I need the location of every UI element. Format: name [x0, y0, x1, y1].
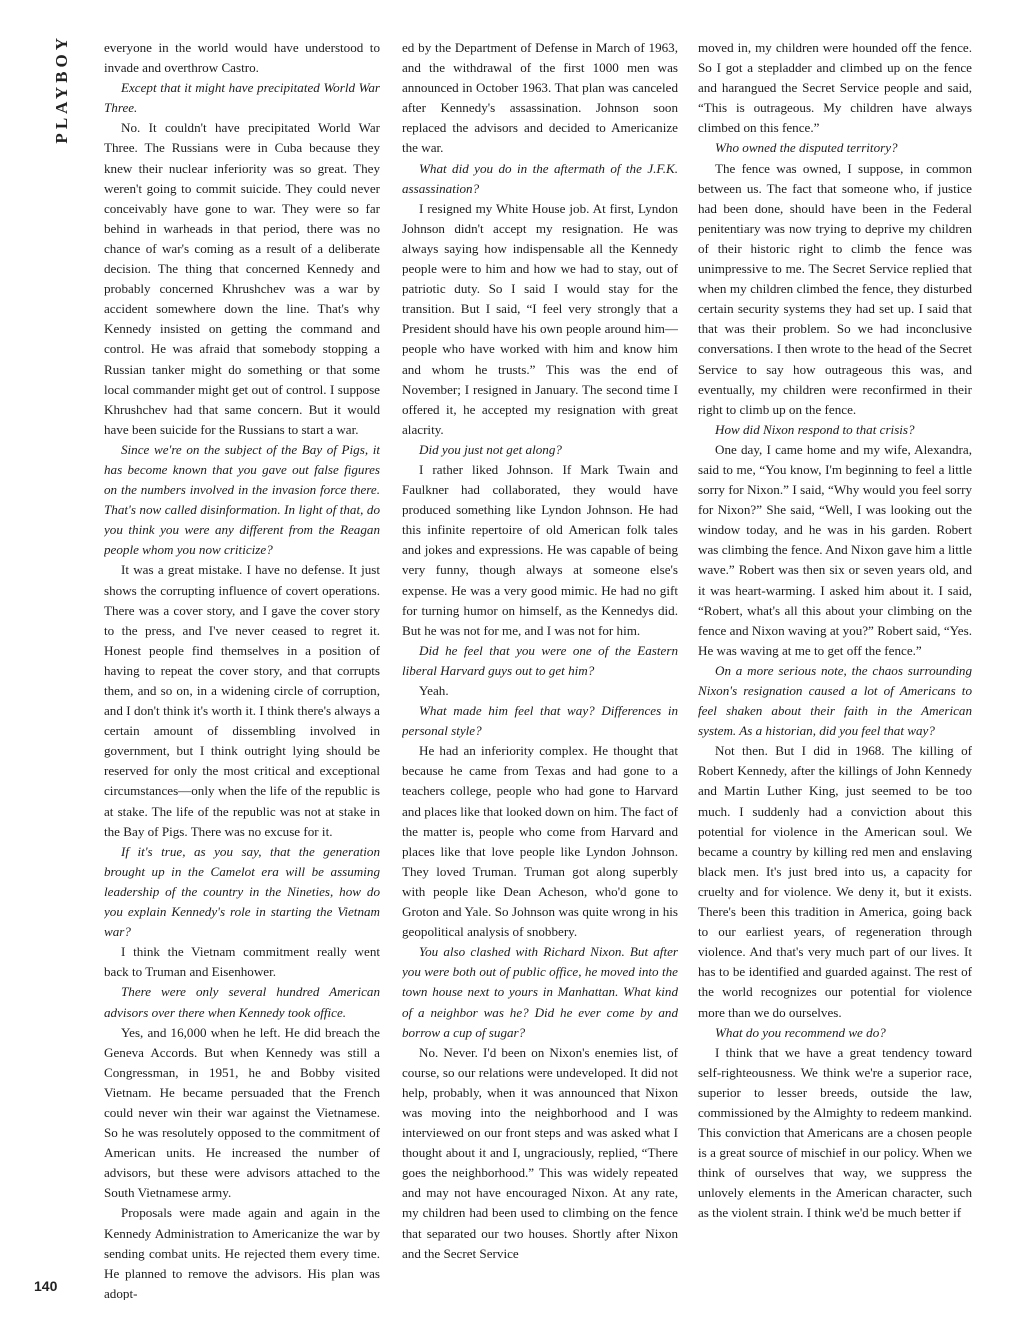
- interview-answer: moved in, my children were hounded off the fence. So I got a stepladder and climbed up on the fence and harangued the Secret Service people and said, “This is outrageous. My children have always climbed on this fence.”: [698, 40, 972, 136]
- interview-answer: Proposals were made again and again in the Kennedy Administration to Americanize the war by sending combat units. He rejected them every time. He planned to remove the advisors. His plan was adopt-: [104, 1205, 380, 1300]
- interview-question: Did he feel that you were one of the Eastern liberal Harvard guys out to get him?: [402, 642, 678, 678]
- interview-question: Since we're on the subject of the Bay of Pigs, it has become known that you gave out false figures on the numbers involved in the invasion force there. That's now called disinformation. In light of that, do you think you were any different from the Reagan people whom you now criticize?: [104, 441, 380, 558]
- article-column-1: [104, 38, 380, 1300]
- page-number: 140: [34, 1278, 58, 1294]
- interview-question: Who owned the disputed territory?: [715, 140, 898, 156]
- article-column-2: [402, 38, 678, 1300]
- interview-answer: He had an inferiority complex. He thought that because he came from Texas and had gone to a teachers college, people who had gone to Harvard and places like that looked down on him. The fact of the matter is, people who come from Harvard and places like that love people like Lyndon Johnson. They loved Truman. Truman got along superbly with people like Dean Acheson, who'd gone to Groton and Yale. So Johnson was quite wrong in his geopolitical analysis of snobbery.: [402, 743, 678, 940]
- interview-question: What did you do in the aftermath of the J.F.K. assassination?: [402, 160, 678, 196]
- interview-answer: I think the Vietnam commitment really went back to Truman and Eisenhower.: [104, 944, 380, 980]
- interview-answer: It was a great mistake. I have no defense. It just shows the corrupting influence of covert operations. There was a cover story, and I gave the cover story to the press, and I've never ceased to regret it. Honest people find themselves in a position of having to repeat the cover story, and that corrupts them, and so on, in a widening circle of corruption, and I don't think it's worth it. I think there's always a certain amount of dissembling involved in government, but I think outright lying should be reserved for only the most critical and exceptional circumstances—only when the life of the republic is at stake. The life of the republic was not at stake in the Bay of Pigs. There was no excuse for it.: [104, 562, 380, 839]
- interview-question: On a more serious note, the chaos surrounding Nixon's resignation caused a lot of Americans to feel shaken about their faith in the American system. As a historian, did you feel that way?: [698, 662, 972, 739]
- magazine-name: PLAYBOY: [52, 34, 71, 144]
- interview-answer: I rather liked Johnson. If Mark Twain and Faulkner had collaborated, they would have produced something like Lyndon Johnson. He had this infinite repertoire of old American folk tales and jokes and expressions. He was capable of being very funny, though always at someone else's expense. He was a very good mimic. He had no gift for turning humor on himself, as the Kennedys did. But he was not for me, and I was not for him.: [402, 461, 678, 638]
- interview-answer: No. It couldn't have precipitated World War Three. The Russians were in Cuba because they knew their nuclear inferiority was so great. They weren't going to commit suicide. They could never conceivably have gone to war. They were so far behind in warheads in that period, there was no chance of war's coming as a result of a deliberate decision. The thing that concerned Kennedy and probably concerned Khrushchev was a war by accident somewhere down the line. That's why Kennedy insisted on getting the command and control. He was afraid that somebody stopping a Russian tanker might do something or that some local commander might get out of control. I suppose Khrushchev had that same concern. But it would have been suicide for the Russians to start a war.: [104, 120, 380, 437]
- interview-question: You also clashed with Richard Nixon. But after you were both out of public office, he moved into the town house next to yours in Manhattan. What kind of a neighbor was he? Did he ever come by and borrow a cup of sugar?: [402, 944, 678, 1040]
- interview-answer: ed by the Department of Defense in March of 1963, and the withdrawal of the first 1000 men was announced in October 1963. That plan was canceled after Kennedy's assassination. Johnson soon replaced the advisors and decided to Americanize the war.: [402, 40, 678, 156]
- interview-question: How did Nixon respond to that crisis?: [715, 421, 915, 437]
- interview-question: If it's true, as you say, that the generation brought up in the Camelot era will be assuming leadership of the country in the Nineties, how do you explain Kennedy's role in starting the Vietnam war?: [104, 843, 380, 940]
- interview-answer: Yes, and 16,000 when he left. He did breach the Geneva Accords. But when Kennedy was still a Congressman, in 1951, he and Bobby visited Vietnam. He became persuaded that the French could never win their war against the Vietnamese. So he was resolutely opposed to the commitment of American units. He increased the number of advisors, but these were advisors attached to the South Vietnamese army.: [104, 1024, 380, 1201]
- interview-answer: No. Never. I'd been on Nixon's enemies list, of course, so our relations were undeveloped. It did not help, probably, when it was announced that Nixon was moving into the neighborhood and I was interviewed on our front steps and was asked what I thought about it and I, ungraciously, replied, “There goes the neighborhood.” This was widely repeated and may not have encouraged Nixon. At any rate, my children had been used to climbing on the fence that separated our two houses. Shortly after Nixon and the Secret Service: [402, 1044, 678, 1261]
- interview-answer: The fence was owned, I suppose, in common between us. The fact that someone who, if justice had been done, should have been in the Federal penitentiary was now trying to deprive my children of their historic right to climb the fence was unimpressive to me. The Secret Service replied that when my children climbed the fence, they disturbed certain security systems they had set up. I said that that was their problem. So we had inconclusive conversations. I then wrote to the head of the Secret Service to say how outrageous this was, and eventually, my children were reconfirmed in their right to climb up on the fence.: [698, 160, 972, 417]
- interview-question: What do you recommend we do?: [715, 1024, 886, 1040]
- interview-question: Except that it might have precipitated World War Three.: [104, 80, 380, 116]
- interview-answer: Yeah.: [419, 683, 449, 698]
- interview-answer: Not then. But I did in 1968. The killing of Robert Kennedy, after the killings of John Kennedy and Martin Luther King, just seemed to be too much. I suddenly had a conviction about this potential for violence in the American soul. We became a country by killing red men and enslaving black men. It's just bred into us, a capacity for cruelty and for violence. We deny it, but it exists. There's been this tradition in America, going back to our earliest years, of regeneration through violence. And that's very much part of our lives. It has to be identified and guarded against. The rest of the world recognizes our potential for violence more than we do ourselves.: [698, 743, 972, 1020]
- interview-answer: I think that we have a great tendency toward self-righteousness. We think we're a superior race, superior to lesser breeds, outside the law, commissioned by the Almighty to redeem mankind. This conviction that Americans are a chosen people is a great source of mischief in our policy. When we think of ourselves that way, we suppress the unlovely elements in the American character, such as the violent strain. I think we'd be much better if: [698, 1044, 972, 1221]
- interview-answer: I resigned my White House job. At first, Lyndon Johnson didn't accept my resignation. He was always saying how indispensable all the Kennedy people were to him and how we had to stay, out of patriotic duty. So I said I would stay for the transition. But I said, “I feel very strongly that a President should have his own people around him—people who have worked with him and know him and whom he trusts.” This was the end of November; I resigned in January. The second time I offered it, he accepted my resignation with great alacrity.: [402, 200, 678, 437]
- article-column-3: [698, 38, 972, 1300]
- interview-question: There were only several hundred American advisors over there when Kennedy took office.: [104, 984, 380, 1020]
- interview-question: Did you just not get along?: [419, 441, 562, 457]
- interview-question: What made him feel that way? Differences in personal style?: [402, 703, 678, 739]
- interview-answer: everyone in the world would have understood to invade and overthrow Castro.: [104, 40, 380, 76]
- interview-answer: One day, I came home and my wife, Alexandra, said to me, “You know, I'm beginning to feel a little sorry for Nixon.” I said, “Why would you feel sorry for Nixon?” She said, “Well, I was looking out the window today, and he was in his garden. Robert was climbing the fence. And Nixon gave him a little wave.” Robert was then six or seven years old, and it was heart-warming. I asked him about it. I said, “Robert, what's all this about your climbing on the fence and Nixon waving at you?” Robert said, “Yes. He was waving at me to get off the fence.”: [698, 441, 972, 658]
